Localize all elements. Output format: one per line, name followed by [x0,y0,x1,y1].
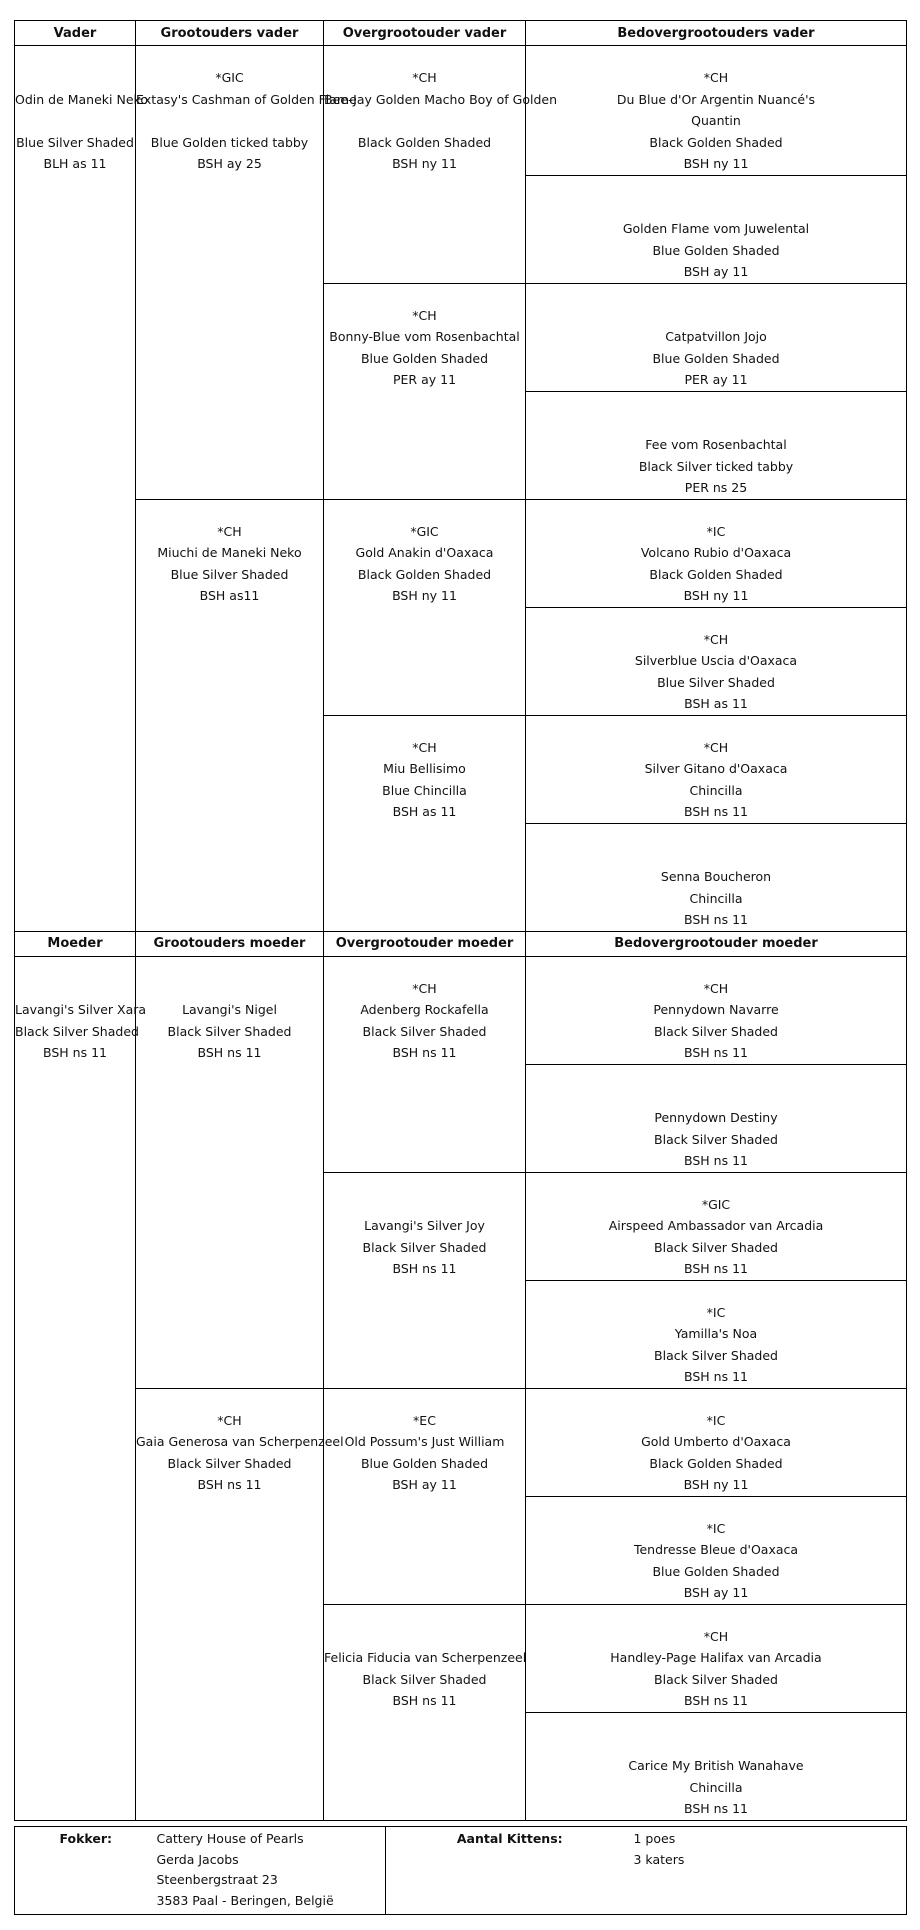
header-row-father [15,21,907,46]
header-grandparents-father: Grootouders vader [136,21,324,46]
m-great-grandparent-1: *CH Adenberg Rockafella Black Silver Shaded BSH ns 11 [324,956,526,1172]
dam-cell [15,956,147,1820]
m-gg-grandparent-1: *CH Pennydown Navarre Black Silver Shaded BSH ns 11 [526,956,907,1064]
m-gg-grandparent-5: *IC Gold Umberto d'Oaxaca Black Golden Shaded BSH ny 11 [526,1388,907,1496]
f-gg-grandparent-5: *IC Volcano Rubio d'Oaxaca Black Golden Shaded BSH ny 11 [526,499,907,607]
paternal-granddam-name: Miuchi de Maneki Neko [157,545,302,560]
f-great-grandparent-1: *CH Bee-Jay Golden Macho Boy of Golden Black Golden Shaded BSH ny 11 [324,46,526,284]
pedigree-chart [14,20,906,1821]
sire-cell [15,46,148,932]
m-gg-grandparent-6: *IC Tendresse Bleue d'Oaxaca Blue Golden Shaded BSH ay 11 [526,1496,907,1604]
f-great-grandparent-4: *CH Miu Bellisimo Blue Chincilla BSH as 11 [324,715,526,931]
paternal-grandsire-name: Extasy's Cashman of Golden Flame [136,91,357,107]
f-gg-grandparent-4: Fee vom Rosenbachtal Black Silver ticked tabby PER ns 25 [526,391,907,499]
header-great-great-grandparents-father: Bedovergrootouders vader [526,21,907,46]
breeder-details: Cattery House of Pearls Gerda Jacobs Steenbergstraat 23 3583 Paal - Beringen, België [157,1827,386,1915]
f-gg-grandparent-8: Senna Boucheron Chincilla BSH ns 11 [526,823,907,931]
m-gg-grandparent-7: *CH Handley-Page Halifax van Arcadia Black Silver Shaded BSH ns 11 [526,1604,907,1712]
footer-table [14,1826,907,1915]
sire-name: Odin de Maneki Neko [15,91,148,107]
maternal-grandsire-cell: Lavangi's Nigel Black Silver Shaded BSH ns 11 [136,956,324,1388]
kittens-label: Aantal Kittens: [386,1827,634,1915]
header-grandparents-mother: Grootouders moeder [136,931,324,956]
m-gg-grandparent-8: Carice My British Wanahave Chincilla BSH ns 11 [526,1712,907,1820]
m-great-grandparent-2: Lavangi's Silver Joy Black Silver Shaded BSH ns 11 [324,1172,526,1388]
maternal-granddam-cell: *CH Gaia Generosa van Scherpenzeel Black Silver Shaded BSH ns 11 [136,1388,324,1820]
f-great-grandparent-3: *GIC Gold Anakin d'Oaxaca Black Golden Shaded BSH ny 11 [324,499,526,715]
paternal-grandsire-cell: *GIC Extasy's Cashman of Golden Flame Blue Golden ticked tabby BSH ay 25 [136,46,324,500]
m-gg-grandparent-2: Pennydown Destiny Black Silver Shaded BSH ns 11 [526,1064,907,1172]
m-gg-grandparent-4: *IC Yamilla's Noa Black Silver Shaded BSH ns 11 [526,1280,907,1388]
dam-code: BSH ns 11 [43,1045,107,1060]
header-row-mother [15,931,907,956]
f-great-grandparent-2: *CH Bonny-Blue vom Rosenbachtal Blue Golden Shaded PER ay 11 [324,283,526,499]
f-gg-grandparent-2: Golden Flame vom Juwelental Blue Golden Shaded BSH ay 11 [526,175,907,283]
f-gg-grandparent-3: Catpatvillon Jojo Blue Golden Shaded PER ay 11 [526,283,907,391]
maternal-grandsire-name: Lavangi's Nigel [182,1002,277,1017]
kittens-details: 1 poes 3 katers [634,1827,907,1915]
sire-code: BLH as 11 [43,156,107,171]
header-dam: Moeder [15,931,136,956]
dam-name: Lavangi's Silver Xara [15,1002,147,1017]
sire-color: Blue Silver Shaded [16,134,134,150]
breeder-footer [14,1826,906,1915]
paternal-granddam-cell: *CH Miuchi de Maneki Neko Blue Silver Shaded BSH as11 [136,499,324,931]
f-gg-grandparent-6: *CH Silverblue Uscia d'Oaxaca Blue Silver Shaded BSH as 11 [526,607,907,715]
pedigree-table [14,20,907,1821]
dam-color: Black Silver Shaded [15,1023,139,1039]
breeder-label: Fokker: [15,1827,157,1915]
m-great-grandparent-3: *EC Old Possum's Just William Blue Golden Shaded BSH ay 11 [324,1388,526,1604]
header-sire: Vader [15,21,136,46]
f-gg-grandparent-1: *CH Du Blue d'Or Argentin Nuancé's Quantin Black Golden Shaded BSH ny 11 [526,46,907,176]
header-great-grandparents-father: Overgrootouder vader [324,21,526,46]
m-gg-grandparent-3: *GIC Airspeed Ambassador van Arcadia Black Silver Shaded BSH ns 11 [526,1172,907,1280]
header-great-great-grandparents-mother: Bedovergrootouder moeder [526,931,907,956]
header-great-grandparents-mother: Overgrootouder moeder [324,931,526,956]
maternal-granddam-name: Gaia Generosa van Scherpenzeel [136,1434,344,1449]
f-gg-grandparent-7: *CH Silver Gitano d'Oaxaca Chincilla BSH ns 11 [526,715,907,823]
m-great-grandparent-4: Felicia Fiducia van Scherpenzeel Black Silver Shaded BSH ns 11 [324,1604,526,1820]
